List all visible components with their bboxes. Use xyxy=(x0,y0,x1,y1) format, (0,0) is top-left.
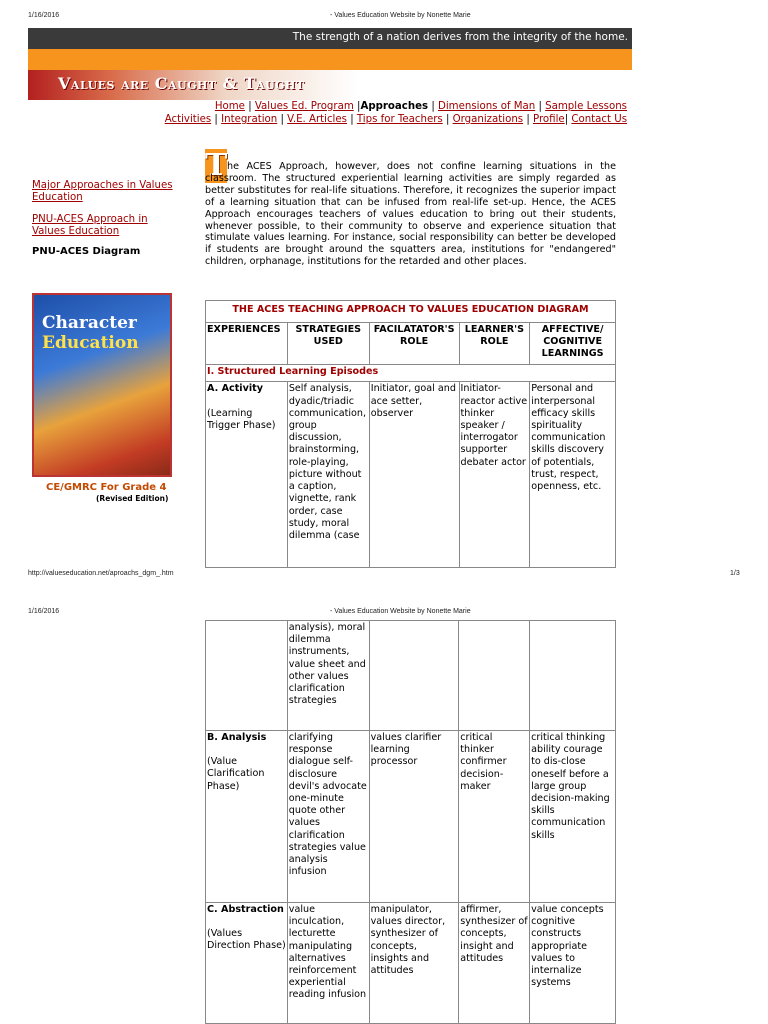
table-row-activity-cont xyxy=(206,621,616,731)
book-cover-image[interactable] xyxy=(32,293,172,477)
print-date: 1/16/2016 xyxy=(28,12,60,19)
nav-sample-lessons[interactable]: Sample Lessons xyxy=(545,101,627,112)
abstraction-learner: affirmer, synthesizer of concepts, insight and attitudes xyxy=(459,903,530,1024)
activity-learner: Initiator-reactor active thinker speaker / interrogator supporter debater actor xyxy=(459,382,530,568)
activity-phase: (Learning Trigger Phase) xyxy=(207,407,276,431)
header-experiences: EXPERIENCES xyxy=(206,323,288,365)
activity-learnings: Personal and interpersonal efficacy skills spirituality communication skills discovery of potentials, trust, respect, openness, etc. xyxy=(530,382,616,568)
activity-cell xyxy=(206,382,288,568)
sidebar-link-major-approaches[interactable]: Major Approaches in Values Education xyxy=(32,180,173,203)
sidebar xyxy=(32,180,182,257)
nav-organizations[interactable]: Organizations xyxy=(452,114,524,125)
abstraction-facilitator: manipulator, values director, synthesizer of concepts, insights and attitudes xyxy=(369,903,459,1024)
table-title: THE ACES TEACHING APPROACH TO VALUES EDUCATION DIAGRAM xyxy=(206,301,616,323)
nav-values-ed-program[interactable]: Values Ed. Program xyxy=(254,101,354,112)
activity-label: A. Activity xyxy=(207,383,263,395)
analysis-cell xyxy=(206,731,288,903)
abstraction-learnings: value concepts cognitive constructs appropriate values to internalize systems xyxy=(530,903,616,1024)
book-edition: (Revised Edition) xyxy=(96,494,169,503)
print-page: 1/3 xyxy=(730,570,740,577)
header-learnings: AFFECTIVE/ COGNITIVE LEARNINGS xyxy=(530,323,616,365)
nav-ve-articles[interactable]: V.E. Articles xyxy=(287,114,347,125)
nav-approaches[interactable]: Approaches xyxy=(360,101,429,112)
analysis-facilitator: values clarifier learning processor xyxy=(369,731,459,903)
analysis-learnings: critical thinking ability courage to dis-close oneself before a large group decision-making skills communication skills xyxy=(530,731,616,903)
dropcap-letter: T xyxy=(205,148,228,183)
activity-facilitator: Initiator, goal and ace setter, observer xyxy=(369,382,459,568)
nav-profile[interactable]: Profile xyxy=(533,114,565,125)
intro-paragraph xyxy=(205,161,616,268)
nav-contact-us[interactable]: Contact Us xyxy=(571,114,627,125)
table-row-abstraction xyxy=(206,903,616,1024)
analysis-label: B. Analysis xyxy=(207,732,267,743)
section-title: I. Structured Learning Episodes xyxy=(206,365,616,382)
analysis-learner: critical thinker confirmer decision-maker xyxy=(459,731,530,903)
site-logo[interactable] xyxy=(28,70,358,100)
aces-diagram-table xyxy=(205,300,616,568)
activity-strategies-cont: analysis), moral dilemma instruments, value sheet and other values clarification strategies xyxy=(287,621,369,731)
nav-home[interactable]: Home xyxy=(214,101,245,112)
abstraction-strategies: value inculcation, lecturette manipulating alternatives reinforcement experiential reading infusion xyxy=(287,903,369,1024)
nav-row-1: Home | Values Ed. Program |Approaches | Dimensions of Man | Sample Lessons xyxy=(214,101,627,112)
sidebar-link-pnu-aces-approach[interactable]: PNU-ACES Approach in Values Education xyxy=(32,214,148,237)
print-title-2: - Values Education Website by Nonette Marie xyxy=(330,608,471,615)
abstraction-phase: (Values Direction Phase) xyxy=(207,928,286,952)
aces-diagram-table-continued xyxy=(205,620,616,1024)
analysis-phase: (Value Clarification Phase) xyxy=(207,756,265,792)
header-strategies: STRATEGIES USED xyxy=(287,323,369,365)
activity-strategies: Self analysis, dyadic/triadic communication, group discussion, brainstorming, role-playing, picture without a caption, vignette, rank order, case study, moral dilemma (case xyxy=(287,382,369,568)
header-learner-role: LEARNER'S ROLE xyxy=(459,323,530,365)
tagline-banner xyxy=(28,28,632,49)
logo-text: Values are Caught & Taught xyxy=(58,74,305,93)
abstraction-cell xyxy=(206,903,288,1024)
table-row-analysis xyxy=(206,731,616,903)
nav-activities[interactable]: Activities xyxy=(164,114,212,125)
print-title: - Values Education Website by Nonette Marie xyxy=(330,12,471,19)
print-url: http://valueseducation.net/aproachs_dgm_.htm xyxy=(28,570,174,577)
nav-integration[interactable]: Integration xyxy=(221,114,278,125)
intro-text: he ACES Approach, however, does not confine learning situations in the classroom. The structured experiential learning activities are simply regarded as better substitutes for real-life situations. Therefore, it recognizes the superior impact of a learning situation that can be infused from real-life set-up. Hence, the ACES Approach encourages teachers of values education to bring out their students, whenever possible, to their community to observe and experience situation that stimulate values learning. For instance, social responsibility can better be developed if students are brought around the squatters area, institutions for "endangered" children, orphanage, institutions for the retarded and other places. xyxy=(205,161,616,268)
table-row-activity xyxy=(206,382,616,568)
orange-banner xyxy=(28,49,632,70)
nav-dimensions-of-man[interactable]: Dimensions of Man xyxy=(438,101,536,112)
abstraction-label: C. Abstraction xyxy=(207,904,284,915)
nav-tips-for-teachers[interactable]: Tips for Teachers xyxy=(356,114,443,125)
book-caption: CE/GMRC For Grade 4 xyxy=(46,482,167,493)
nav-row-2: Activities | Integration | V.E. Articles | Tips for Teachers | Organizations | Profile| Contact Us xyxy=(164,114,627,125)
tagline-text: The strength of a nation derives from the integrity of the home. xyxy=(292,31,628,43)
book-title-line2: Education xyxy=(42,333,139,353)
sidebar-current-page: PNU-ACES Diagram xyxy=(32,246,141,257)
book-title-line1: Character xyxy=(42,313,137,333)
analysis-strategies: clarifying response dialogue self-disclosure devil's advocate one-minute quote other values clarification strategies value analysis infusion xyxy=(287,731,369,903)
header-facilitator-role: FACILATATOR'S ROLE xyxy=(369,323,459,365)
print-date-2: 1/16/2016 xyxy=(28,608,60,615)
